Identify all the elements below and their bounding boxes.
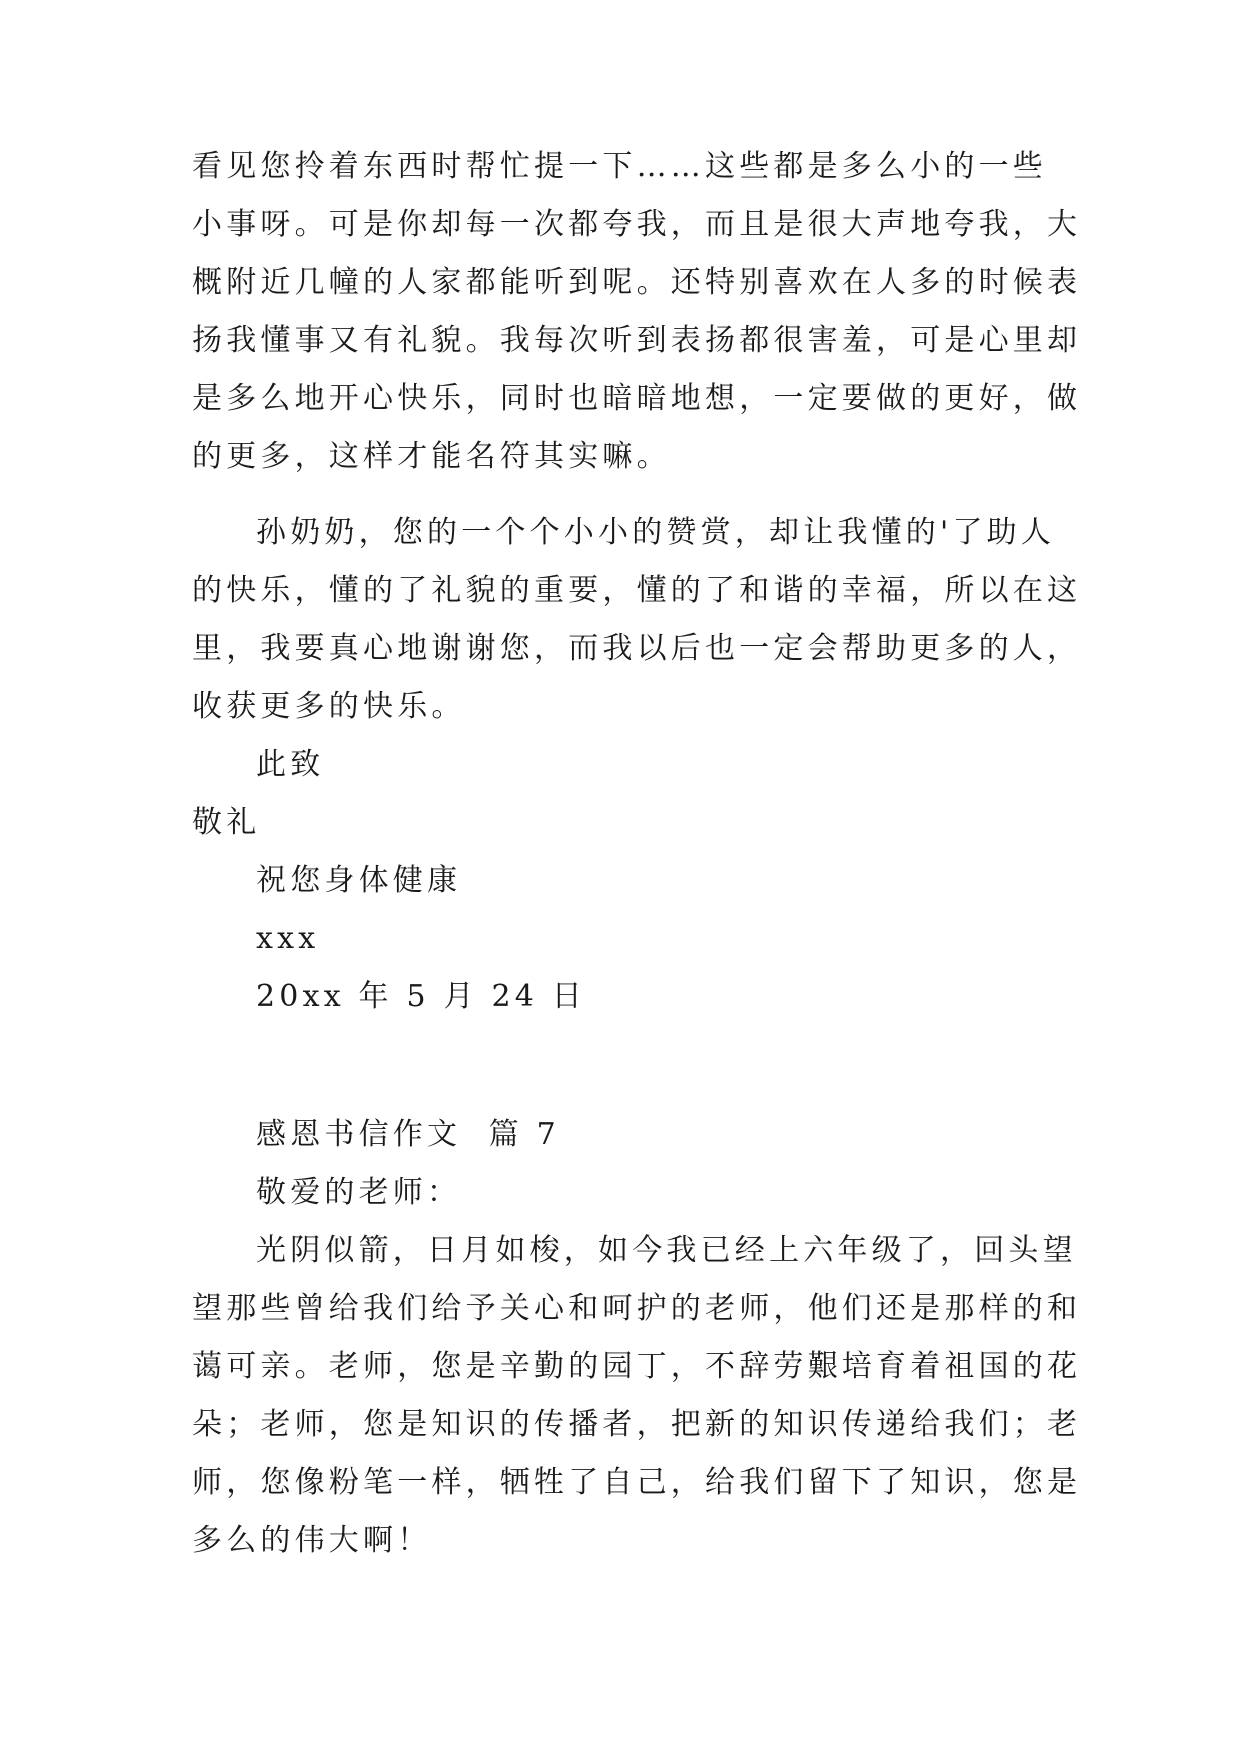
paragraph-line: 的快乐，懂的了礼貌的重要，懂的了和谐的幸福，所以在这	[192, 573, 1082, 608]
paragraph-line: 收获更多的快乐。	[192, 689, 466, 724]
paragraph-line: 的更多，这样才能名符其实嘛。	[192, 439, 671, 474]
paragraph-line: 孙奶奶，您的一个个小小的赞赏，却让我懂的'了助人	[256, 515, 1056, 550]
paragraph-line: 师，您像粉笔一样，牺牲了自己，给我们留下了知识，您是	[192, 1465, 1082, 1500]
paragraph-line: 看见您拎着东西时帮忙提一下……这些都是多么小的一些	[192, 149, 1047, 184]
paragraph-line: 小事呀。可是你却每一次都夸我，而且是很大声地夸我，大	[192, 207, 1082, 242]
section-7-paragraph	[192, 1222, 1082, 1570]
paragraph-line: 光阴似箭，日月如梭，如今我已经上六年级了，回头望	[256, 1233, 1077, 1268]
salutation: 敬爱的老师：	[256, 1175, 462, 1210]
signature: xxx	[256, 921, 320, 956]
paragraph-line: 望那些曾给我们给予关心和呵护的老师，他们还是那样的和	[192, 1291, 1082, 1326]
paragraph-1	[192, 138, 1082, 486]
closing-wish: 祝您身体健康	[256, 863, 462, 898]
paragraph-line: 是多么地开心快乐，同时也暗暗地想，一定要做的更好，做	[192, 381, 1082, 416]
closing-ci-zhi: 此致	[256, 747, 325, 782]
paragraph-line: 里，我要真心地谢谢您，而我以后也一定会帮助更多的人，	[192, 631, 1082, 666]
closing-jing-li: 敬礼	[192, 805, 261, 840]
paragraph-line: 多么的伟大啊！	[192, 1523, 432, 1558]
paragraph-line: 朵；老师，您是知识的传播者，把新的知识传递给我们；老	[192, 1407, 1082, 1442]
letter-date: 20xx 年 5 月 24 日	[256, 979, 586, 1014]
paragraph-line: 扬我懂事又有礼貌。我每次听到表扬都很害羞，可是心里却	[192, 323, 1082, 358]
paragraph-line: 概附近几幢的人家都能听到呢。还特别喜欢在人多的时候表	[192, 265, 1082, 300]
section-title: 感恩书信作文 篇 7	[256, 1117, 560, 1152]
paragraph-line: 蔼可亲。老师，您是辛勤的园丁，不辞劳艱培育着祖国的花	[192, 1349, 1082, 1384]
paragraph-2	[192, 504, 1082, 736]
